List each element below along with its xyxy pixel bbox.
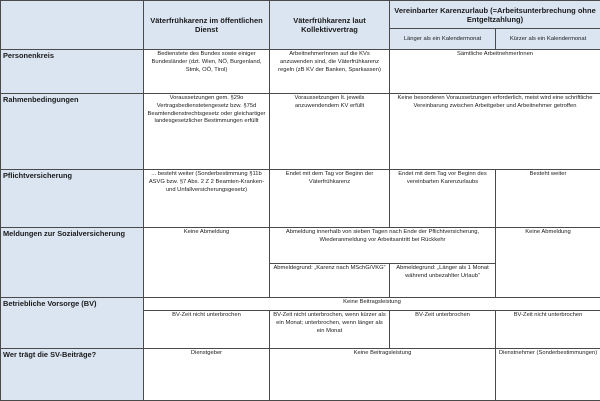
cell-pflicht-laenger: Endet mit dem Tag vor Beginn des vereinbarten Karenzurlaubs — [390, 170, 496, 228]
cell-meldung-oeffentlich: Keine Abmeldung — [144, 228, 270, 298]
cell-pflicht-oeffentlich: ... besteht weiter (Sonderbestimmung §11b ASVG bzw. §7 Abs. 2 Z 2 Beamten-Kranken- und Unfallversicherungsgesetz) — [144, 170, 270, 228]
cell-vorsorge-oeffentlich: BV-Zeit nicht unterbrochen — [144, 311, 270, 349]
cell-meldung-abmeldung: Abmeldung innerhalb von sieben Tagen nach Ende der Pflichtversicherung, Wiederanmeldung vor Arbeitsantritt bei Rückkehr — [270, 228, 496, 264]
cell-beitraege-mitte: Keine Beitragsleistung — [270, 349, 496, 401]
cell-personenkreis-kollektiv: ArbeitnehmerInnen auf die KVs anzuwenden sind, die Väterfrühkarenz regeln (zB KV der Banken, Sparkassen) — [270, 50, 390, 94]
header-oeffentlicher-dienst: Väterfrühkarenz im öffentlichen Dienst — [144, 1, 270, 50]
row-label-personenkreis: Personenkreis — [1, 50, 144, 94]
cell-rahmen-vereinbart: Keine besonderen Voraussetzungen erforderlich, meist wird eine schriftliche Vereinbarung zwischen Arbeitgeber und Arbeitnehmer getroffen — [390, 94, 600, 170]
header-kollektivvertrag: Väterfrühkarenz laut Kollektivvertrag — [270, 1, 390, 50]
cell-pflicht-kuerzer: Besteht weiter — [496, 170, 600, 228]
cell-pflicht-kollektiv: Endet mit dem Tag vor Beginn der Väterfrühkarenz — [270, 170, 390, 228]
row-label-sv-beitraege: Wer trägt die SV-Beiträge? — [1, 349, 144, 401]
subheader-kuerzer-als-monat: Kürzer als ein Kalendermonat — [496, 29, 600, 50]
cell-meldung-grund-kollektiv: Abmeldegrund: „Karenz nach MSchG/VKG“ — [270, 264, 390, 298]
cell-meldung-kuerzer: Keine Abmeldung — [496, 228, 600, 298]
row-label-pflichtversicherung: Pflichtversicherung — [1, 170, 144, 228]
cell-personenkreis-vereinbart: Sämtliche ArbeitnehmerInnen — [390, 50, 600, 94]
cell-personenkreis-oeffentlich: Bedienstete des Bundes sowie einiger Bundesländer (dzt. Wien, NÖ, Burgenland, Stmk, OÖ, Tirol) — [144, 50, 270, 94]
cell-vorsorge-laenger: BV-Zeit unterbrochen — [390, 311, 496, 349]
cell-rahmen-kollektiv: Voraussetzungen lt. jeweils anzuwendendem KV erfüllt — [270, 94, 390, 170]
cell-vorsorge-kuerzer: BV-Zeit nicht unterbrochen — [496, 311, 600, 349]
header-corner-cell — [1, 1, 144, 50]
subheader-laenger-als-monat: Länger als ein Kalendermonat — [390, 29, 496, 50]
cell-beitraege-kuerzer: Dienstnehmer (Sonderbestimmungen) — [496, 349, 600, 401]
cell-vorsorge-beitragsleistung: Keine Beitragsleistung — [144, 298, 600, 311]
cell-rahmen-oeffentlich: Voraussetzungen gem. §29o Vertragsbedienstetengesetz bzw. §75d Beamtendienstrechtsgesetz oder gleichartiger landesgesetzlicher Bestimmungen erfüllt — [144, 94, 270, 170]
cell-beitraege-oeffentlich: Dienstgeber — [144, 349, 270, 401]
cell-meldung-grund-laenger: Abmeldegrund: „Länger als 1 Monat während unbezahlter Urlaub“ — [390, 264, 496, 298]
row-label-rahmenbedingungen: Rahmenbedingungen — [1, 94, 144, 170]
cell-vorsorge-kollektiv: BV-Zeit nicht unterbrochen, wenn kürzer als ein Monat; unterbrochen, wenn länger als ein Monat — [270, 311, 390, 349]
row-label-betriebliche-vorsorge: Betriebliche Vorsorge (BV) — [1, 298, 144, 349]
row-label-meldungen: Meldungen zur Sozialversicherung — [1, 228, 144, 298]
header-vereinbarter-karenzurlaub: Vereinbarter Karenzurlaub (=Arbeitsunterbrechung ohne Entgeltzahlung) — [390, 1, 600, 29]
